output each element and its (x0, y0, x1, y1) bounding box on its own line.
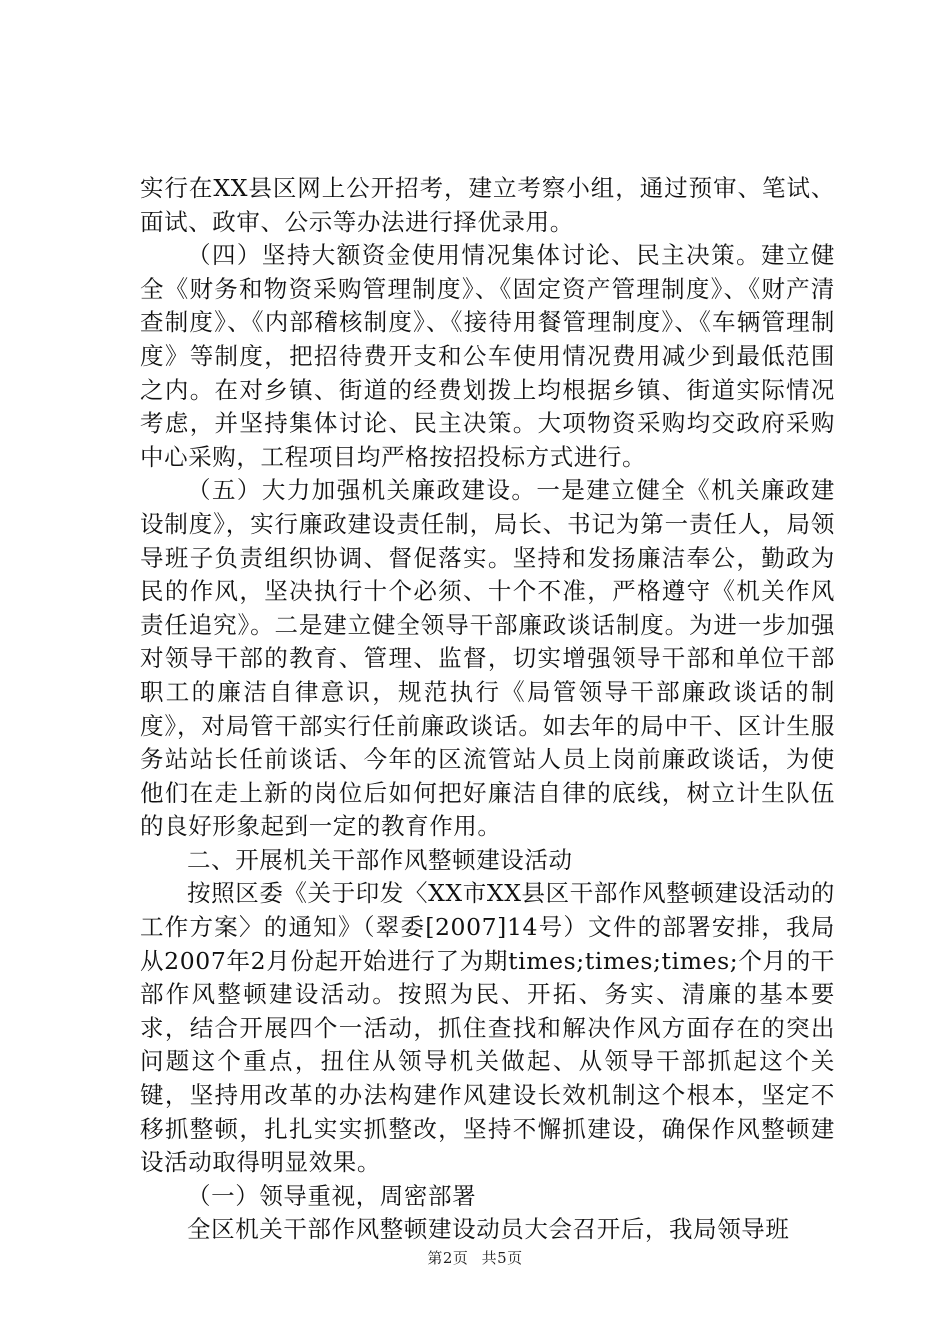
heading-subsection-one: （一）领导重视，周密部署 (187, 1181, 477, 1210)
page-total: 共5页 (481, 1249, 523, 1267)
paragraph-section-four-funds: （四）坚持大额资金使用情况集体讨论、民主决策。建立健全《财务和物资采购管理制度》、《固定资产管理制度》、《财产清查制度》、《内部稽核制度》、《接待用餐管理制度》、《车辆管理制度》等制度，把招待费开支和公车使用情况费用减少到最低范围之内。在对乡镇、街道的经费划拨上均根据乡镇、街道实际情况考虑，并坚持集体讨论、民主决策。大项物资采购均交政府采购中心采购，工程项目均严格按招投标方式进行。 (140, 241, 835, 471)
document-body (140, 172, 835, 1247)
heading-section-two: 二、开展机关干部作风整顿建设活动 (187, 845, 573, 874)
page-number: 第2页 (427, 1249, 469, 1267)
paragraph-section-five-integrity: （五）大力加强机关廉政建设。一是建立健全《机关廉政建设制度》，实行廉政建设责任制，局长、书记为第一责任人，局领导班子负责组织协调、督促落实。坚持和发扬廉洁奉公，勤政为民的作风，坚决执行十个必须、十个不准，严格遵守《机关作风责任追究》。二是建立健全领导干部廉政谈话制度。为进一步加强对领导干部的教育、管理、监督，切实增强领导干部和单位干部职工的廉洁自律意识，规范执行《局管领导干部廉政谈话的制度》，对局管干部实行任前廉政谈话。如去年的局中干、区计生服务站站长任前谈话、今年的区流管站人员上岗前廉政谈话，为使他们在走上新的岗位后如何把好廉洁自律的底线，树立计生队伍的良好形象起到一定的教育作用。 (140, 476, 835, 841)
paragraph-mobilization-meeting: 全区机关干部作风整顿建设动员大会召开后，我局领导班 (187, 1215, 790, 1244)
paragraph-continued-recruitment: 实行在XX县区网上公开招考，建立考察小组，通过预审、笔试、面试、政审、公示等办法进行择优录用。 (140, 174, 835, 236)
paragraph-rectification-campaign: 按照区委《关于印发〈XX市XX县区干部作风整顿建设活动的工作方案〉的通知》（翠委[2007]14号）文件的部署安排，我局从2007年2月份起开始进行了为期times;times;times;个月的干部作风整顿建设活动。按照为民、开拓、务实、清廉的基本要求，结合开展四个一活动，抓住查找和解决作风方面存在的突出问题这个重点，扭住从领导机关做起、从领导干部抓起这个关键，坚持用改革的办法构建作风建设长效机制这个根本，坚定不移抓整顿，扎扎实实抓整改，坚持不懈抓建设，确保作风整顿建设活动取得明显效果。 (140, 879, 835, 1177)
page-footer (0, 1247, 950, 1268)
